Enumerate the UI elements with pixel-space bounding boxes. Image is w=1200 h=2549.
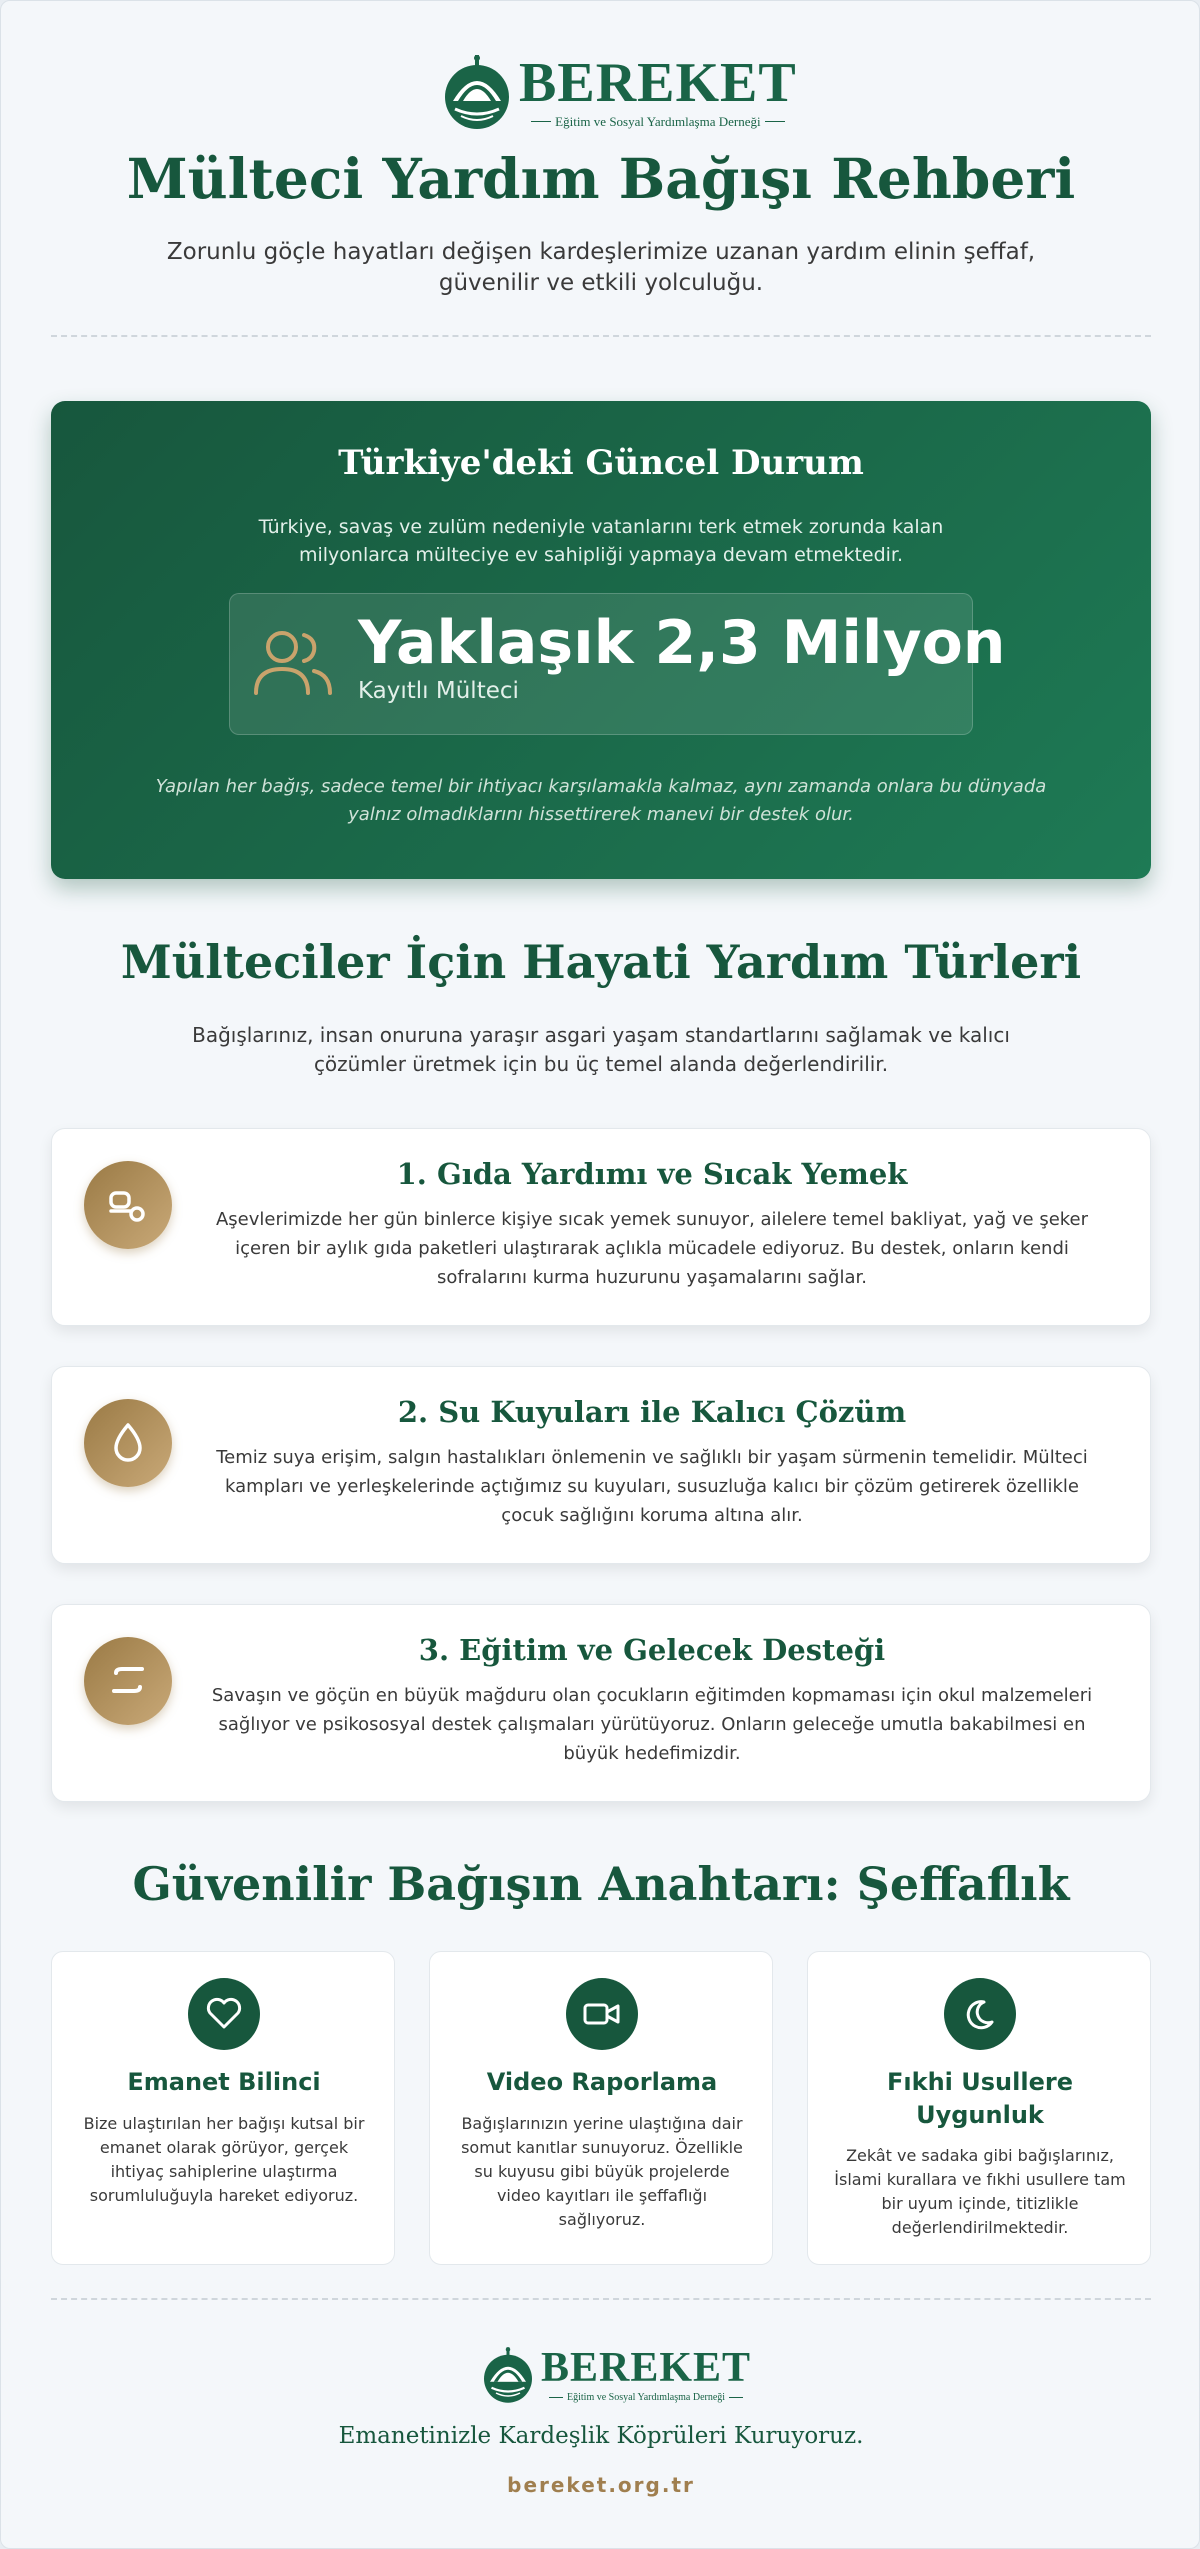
- aid-card-title: 1. Gıda Yardımı ve Sıcak Yemek: [396, 1157, 908, 1191]
- aid-card-title: 3. Eğitim ve Gelecek Desteği: [418, 1633, 886, 1667]
- heart-icon: [188, 1978, 260, 2050]
- website-link[interactable]: bereket.org.tr: [507, 2473, 695, 2497]
- brand-name: BEREKET: [519, 51, 797, 114]
- aid-card-text: Savaşın ve göçün en büyük mağduru olan çocukların eğitimden kopmaması için okul malzemeleri sağlıyor ve psikososyal destek çalışmaları yürütüyoruz. Onların geleceğe umutla bakabilmesi en büyük hedefimizdir.: [211, 1685, 1093, 1764]
- aid-card-text: Temiz suya erişim, salgın hastalıkları önlemenin ve sağlıklı bir yaşam sürmenin temelidir. Mülteci kampları ve yerleşkelerinde açtığımız su kuyuları, susuzluğa kalıcı bir çözüm getirerek özellikle çocuk sağlığını koruma altına alır.: [216, 1447, 1088, 1526]
- aid-card-water: [51, 1366, 1151, 1564]
- trust-card-title: Video Raporlama: [486, 2068, 718, 2096]
- trust-card-fiqh: [807, 1951, 1151, 2265]
- footer-brand-logo[interactable]: [481, 2345, 751, 2405]
- users-icon: [252, 627, 334, 699]
- stat-value: Yaklaşık 2,3 Milyon: [358, 608, 1006, 678]
- mosque-emblem-icon: [481, 2345, 535, 2405]
- brand-logo[interactable]: [441, 53, 797, 131]
- trust-card-title: Fıkhi Usullere Uygunluk: [887, 2068, 1073, 2129]
- education-icon: [84, 1637, 172, 1725]
- aid-section-title: Mülteciler İçin Hayati Yardım Türleri: [120, 935, 1082, 989]
- trust-card-text: Bize ulaştırılan her bağışı kutsal bir emanet olarak görüyor, gerçek ihtiyaç sahiplerine ulaştırma sorumluluğuyla hareket ediyoruz.: [83, 2114, 365, 2205]
- aid-card-title: 2. Su Kuyuları ile Kalıcı Çözüm: [397, 1395, 907, 1429]
- page-title: Mülteci Yardım Bağışı Rehberi: [126, 146, 1076, 211]
- brand-name: BEREKET: [541, 2345, 752, 2391]
- trust-card-text: Bağışlarınızın yerine ulaştığına dair somut kanıtlar sunuyoruz. Özellikle su kuyusu gibi büyük projelerde video kayıtları ile şeffaflığı sağlıyoruz.: [461, 2114, 743, 2229]
- status-title: Türkiye'deki Güncel Durum: [338, 443, 864, 483]
- refugee-stat-box: [229, 593, 1006, 735]
- footer-divider: [51, 2298, 1151, 2300]
- header-divider: [51, 335, 1151, 337]
- status-text: Türkiye, savaş ve zulüm nedeniyle vatanlarını terk etmek zorunda kalan milyonlarca mülteciye ev sahipliği yapmaya devam etmektedir.: [258, 516, 944, 566]
- status-quote: Yapılan her bağış, sadece temel bir ihtiyacı karşılamakla kalmaz, aynı zamanda onlara bu dünyada yalnız olmadıklarını hissettirerek manevi bir destek olur.: [155, 776, 1047, 825]
- page-subtitle: Zorunlu göçle hayatları değişen kardeşlerimize uzanan yardım elinin şeffaf, güvenilir ve etkili yolculuğu.: [166, 239, 1036, 296]
- aid-section-subtitle: Bağışlarınız, insan onuruna yaraşır asgari yaşam standartlarını sağlamak ve kalıcı çözümler üretmek için bu üç temel alanda değerlendirilir.: [192, 1023, 1010, 1076]
- mosque-emblem-icon: [441, 53, 513, 131]
- trust-card-trust: [51, 1951, 395, 2265]
- aid-card-food: [51, 1128, 1151, 1326]
- aid-card-text: Aşevlerimizde her gün binlerce kişiye sıcak yemek sunuyor, ailelere temel bakliyat, yağ ve şeker içeren bir aylık gıda paketleri ulaştırarak açlıkla mücadele ediyoruz. Bu destek, onların kendi sofralarını kurma huzurunu yaşamalarını sağlar.: [215, 1209, 1089, 1288]
- trust-section-title: Güvenilir Bağışın Anahtarı: Şeffaflık: [132, 1857, 1070, 1911]
- aid-card-education: [51, 1604, 1151, 1802]
- footer-slogan: Emanetinizle Kardeşlik Köprüleri Kuruyoruz.: [338, 2423, 864, 2449]
- crescent-icon: [944, 1978, 1016, 2050]
- video-camera-icon: [566, 1978, 638, 2050]
- brand-tagline: Eğitim ve Sosyal Yardımlaşma Derneği: [567, 2392, 726, 2403]
- food-icon: [84, 1161, 172, 1249]
- stat-label: Kayıtlı Mülteci: [358, 678, 519, 704]
- trust-card-text: Zekât ve sadaka gibi bağışlarınız, İslami kurallara ve fıkhi usullere tam bir uyum içinde, titizlikle değerlendirilmektedir.: [834, 2146, 1126, 2237]
- trust-card-video: [429, 1951, 773, 2265]
- trust-card-title: Emanet Bilinci: [127, 2068, 321, 2096]
- current-status-panel: [51, 401, 1151, 879]
- water-drop-icon: [84, 1399, 172, 1487]
- brand-tagline: Eğitim ve Sosyal Yardımlaşma Derneği: [555, 113, 761, 129]
